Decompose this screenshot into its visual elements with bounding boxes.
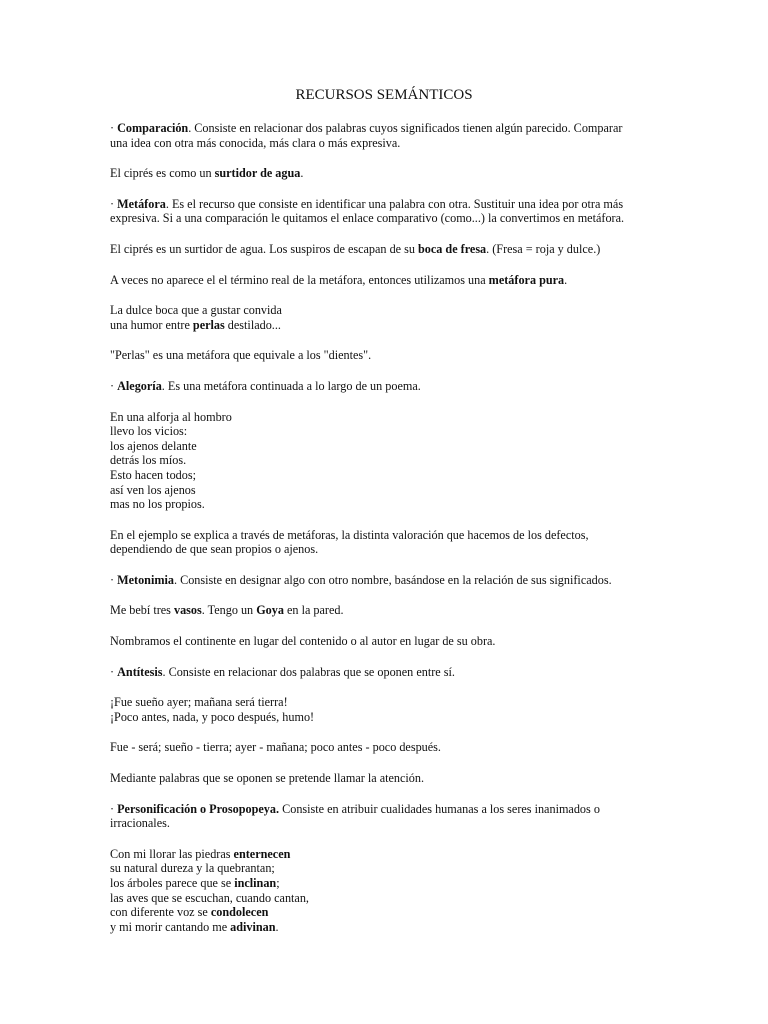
text-run: · (110, 378, 118, 393)
paragraph (110, 197, 658, 226)
text-run: destilado... (224, 317, 281, 332)
text-run: una humor entre (110, 317, 193, 332)
text-line (110, 424, 658, 439)
text-line (110, 816, 658, 831)
text-line (110, 905, 658, 920)
paragraph (110, 121, 658, 150)
bold-term: Antítesis (117, 664, 163, 679)
paragraph (110, 379, 658, 394)
text-line (110, 439, 658, 454)
text-run: ¡Poco antes, nada, y poco después, humo! (110, 709, 315, 724)
text-line (110, 528, 658, 543)
text-run: . Es el recurso que consiste en identificar una palabra con otra. Sustituir una idea por otra más (165, 196, 624, 211)
text-line (110, 273, 658, 288)
text-line (110, 379, 658, 394)
paragraph (110, 740, 658, 755)
text-run: A veces no aparece el el término real de la metáfora, entonces utilizamos una (110, 272, 489, 287)
paragraph (110, 603, 658, 618)
text-run: los árboles parece que se (110, 876, 235, 890)
bold-term: perlas (192, 317, 225, 332)
paragraph (110, 634, 658, 649)
text-run: su natural dureza y la quebrantan; (110, 861, 275, 876)
text-run: . Consiste en relacionar dos palabras que se oponen entre sí. (162, 664, 455, 679)
paragraph (110, 847, 658, 935)
text-run: expresiva. Si a una comparación le quitamos el enlace comparativo (como...) la convertimos en metáfora. (110, 211, 625, 226)
paragraph (110, 573, 658, 588)
text-run: los ajenos delante (110, 438, 197, 453)
text-run: . Consiste en designar algo con otro nombre, basándose en la relación de sus significados. (173, 572, 612, 587)
text-run: El ciprés es como un (110, 166, 215, 181)
text-run: . (275, 919, 279, 934)
text-line (110, 665, 658, 680)
text-run: . Tengo un (201, 603, 257, 618)
text-run: en la pared. (283, 603, 344, 618)
text-line (110, 136, 658, 151)
text-run: . Consiste en relacionar dos palabras cuyos significados tienen algún parecido. Comparar (188, 121, 623, 135)
text-run: ; (276, 876, 280, 890)
text-line (110, 242, 658, 257)
text-line (110, 695, 658, 710)
bold-term: Comparación (117, 121, 189, 135)
text-line (110, 348, 658, 363)
text-run: Fue - será; sueño - tierra; ayer - mañana; poco antes - poco después. (110, 740, 441, 755)
paragraph (110, 410, 658, 512)
paragraph (110, 242, 658, 257)
text-run: así ven los ajenos (110, 482, 196, 497)
bold-term: Metáfora (117, 196, 166, 211)
text-line (110, 197, 658, 212)
text-run: . (Fresa = roja y dulce.) (486, 241, 601, 256)
text-run: ¡Fue sueño ayer; mañana será tierra! (110, 695, 288, 710)
text-run: El ciprés es un surtidor de agua. Los suspiros de escapan de su (110, 241, 418, 256)
bold-term: vasos (173, 603, 202, 618)
paragraph (110, 303, 658, 332)
bold-term: condolecen (210, 905, 269, 920)
text-line (110, 211, 658, 226)
text-line (110, 876, 658, 891)
text-line (110, 318, 658, 333)
text-line (110, 802, 658, 817)
text-line (110, 497, 658, 512)
text-run: La dulce boca que a gustar convida (110, 303, 282, 318)
paragraph (110, 273, 658, 288)
text-run: . (300, 166, 304, 181)
text-line (110, 166, 658, 181)
text-run: "Perlas" es una metáfora que equivale a los "dientes". (110, 348, 372, 363)
text-line (110, 483, 658, 498)
bold-term: adivinan (230, 919, 276, 934)
paragraph (110, 348, 658, 363)
text-line (110, 603, 658, 618)
text-line (110, 771, 658, 786)
bold-term: Alegoría (117, 378, 162, 393)
text-line (110, 634, 658, 649)
paragraph (110, 166, 658, 181)
text-run: En el ejemplo se explica a través de metáforas, la distinta valoración que hacemos de los defectos, (110, 527, 589, 542)
text-line (110, 542, 658, 557)
text-line (110, 861, 658, 876)
bold-term: Personificación o Prosopopeya. (117, 801, 280, 816)
text-run: · (110, 801, 118, 816)
text-run: Con mi llorar las piedras (110, 846, 234, 861)
text-run: · (110, 196, 118, 211)
bold-term: Goya (256, 603, 284, 618)
text-run: · (110, 121, 118, 135)
text-run: Consiste en atribuir cualidades humanas a los seres inanimados o (279, 801, 600, 816)
text-line (110, 573, 658, 588)
text-run: En una alforja al hombro (110, 409, 232, 424)
text-line (110, 920, 658, 935)
text-line (110, 121, 658, 136)
paragraph (110, 802, 658, 831)
paragraph (110, 771, 658, 786)
bold-term: metáfora pura (488, 272, 565, 287)
text-run: y mi morir cantando me (110, 919, 231, 934)
paragraph (110, 665, 658, 680)
text-run: dependiendo de que sean propios o ajenos. (110, 542, 319, 557)
text-run: . (564, 272, 568, 287)
bold-term: boca de fresa (418, 241, 487, 256)
paragraph (110, 695, 658, 724)
text-line (110, 740, 658, 755)
text-run: las aves que se escuchan, cuando cantan, (110, 890, 309, 905)
text-line (110, 710, 658, 725)
bold-term: inclinan (234, 876, 277, 890)
text-line (110, 468, 658, 483)
text-run: · (110, 664, 118, 679)
text-run: mas no los propios. (110, 497, 205, 512)
text-run: Mediante palabras que se oponen se pretende llamar la atención. (110, 771, 425, 786)
text-run: una idea con otra más conocida, más clara o más expresiva. (110, 135, 401, 150)
document-body (110, 121, 658, 950)
text-line (110, 847, 658, 862)
text-run: · (110, 572, 118, 587)
paragraph (110, 528, 658, 557)
page-title: RECURSOS SEMÁNTICOS (295, 87, 473, 103)
text-run: Esto hacen todos; (110, 467, 196, 482)
text-line (110, 891, 658, 906)
text-line (110, 453, 658, 468)
bold-term: enternecen (233, 846, 291, 861)
text-run: con diferente voz se (110, 905, 211, 920)
text-run: llevo los vicios: (110, 424, 188, 439)
text-run: detrás los míos. (110, 453, 187, 468)
bold-term: surtidor de agua (214, 166, 301, 181)
text-line (110, 303, 658, 318)
text-run: Nombramos el continente en lugar del contenido o al autor en lugar de su obra. (110, 634, 496, 649)
text-run: . Es una metáfora continuada a lo largo de un poema. (161, 378, 421, 393)
bold-term: Metonimia (117, 572, 174, 587)
text-run: Me bebí tres (110, 603, 174, 618)
text-run: irracionales. (110, 816, 170, 831)
text-line (110, 410, 658, 425)
